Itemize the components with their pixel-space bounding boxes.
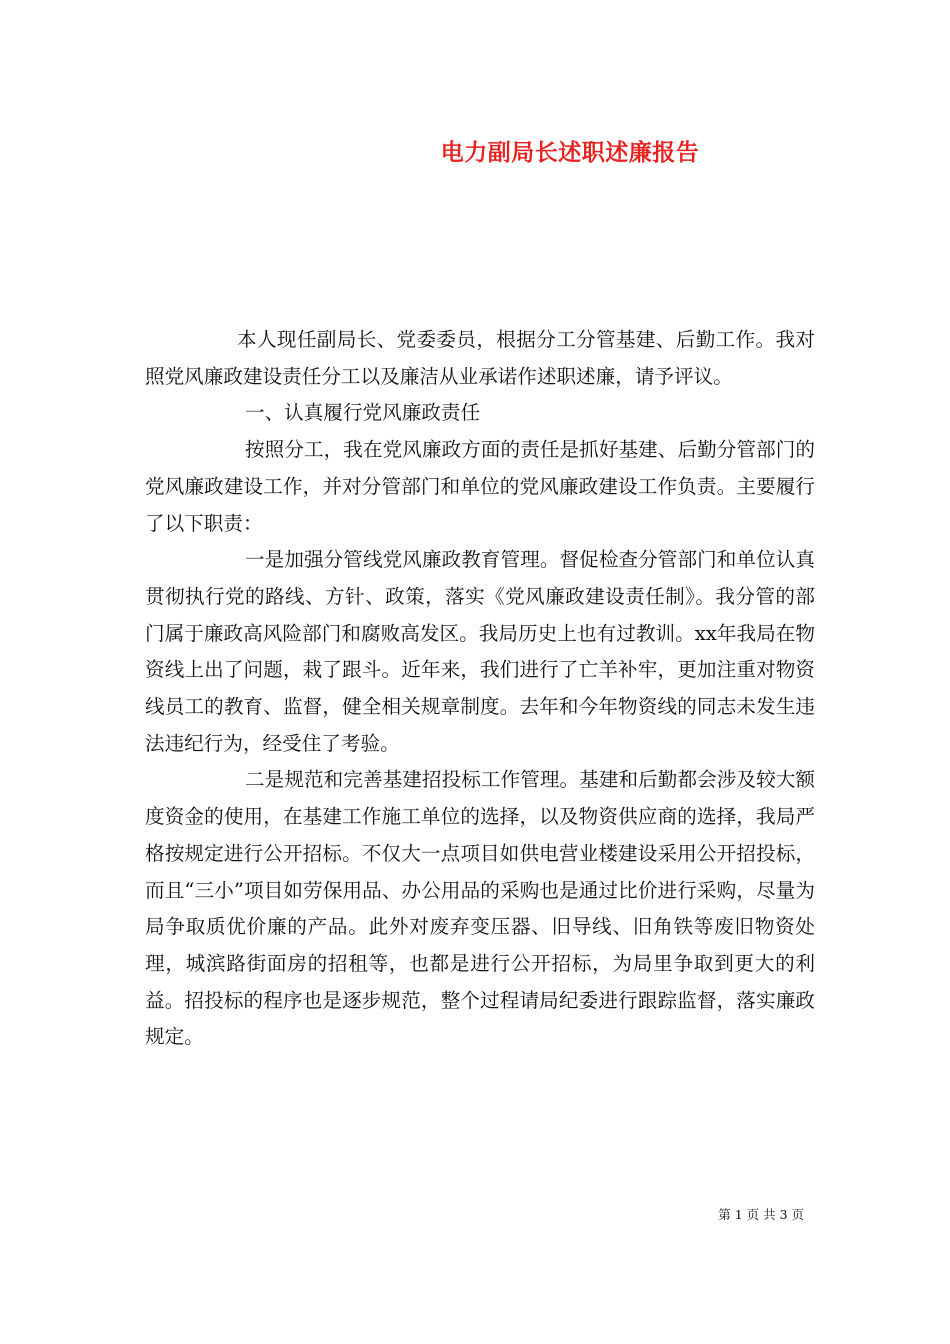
section-heading-1: 一、认真履行党风廉政责任 [245,401,481,425]
paragraph-duties: 按照分工，我在党风廉政方面的责任是抓好基建、后勤分管部门的党风廉政建设工作，并对分管部门和单位的党风廉政建设工作负责。主要履行了以下职责： [145,438,815,535]
document-body [145,322,815,1056]
paragraph-point-1: 一是加强分管线党风廉政教育管理。督促检查分管部门和单位认真贯彻执行党的路线、方针、政策，落实《党风廉政建设责任制》。我分管的部门属于廉政高风险部门和腐败高发区。我局历史上也有过教训。xx年我局在物资线上出了问题，栽了跟斗。近年来，我们进行了亡羊补牢，更加注重对物资线员工的教育、监督，健全相关规章制度。去年和今年物资线的同志未发生违法违纪行为，经受住了考验。 [145,548,815,755]
paragraph-intro: 本人现任副局长、党委委员，根据分工分管基建、后勤工作。我对照党风廉政建设责任分工以及廉洁从业承诺作述职述廉，请予评议。 [145,328,815,388]
paragraph-point-2: 二是规范和完善基建招投标工作管理。基建和后勤都会涉及较大额度资金的使用，在基建工作施工单位的选择，以及物资供应商的选择，我局严格按规定进行公开招标。不仅大一点项目如供电营业楼建设采用公开招投标，而且“三小”项目如劳保用品、办公用品的采购也是通过比价进行采购，尽量为局争取质优价廉的产品。此外对废弃变压器、旧导线、旧角铁等废旧物资处理，城滨路街面房的招租等，也都是进行公开招标，为局里争取到更大的利益。招投标的程序也是逐步规范，整个过程请局纪委进行跟踪监督，落实廉政规定。 [145,768,815,1049]
document-title: 电力副局长述职述廉报告 [440,139,700,166]
page-number-footer: 第 1 页 共 3 页 [718,1207,804,1222]
